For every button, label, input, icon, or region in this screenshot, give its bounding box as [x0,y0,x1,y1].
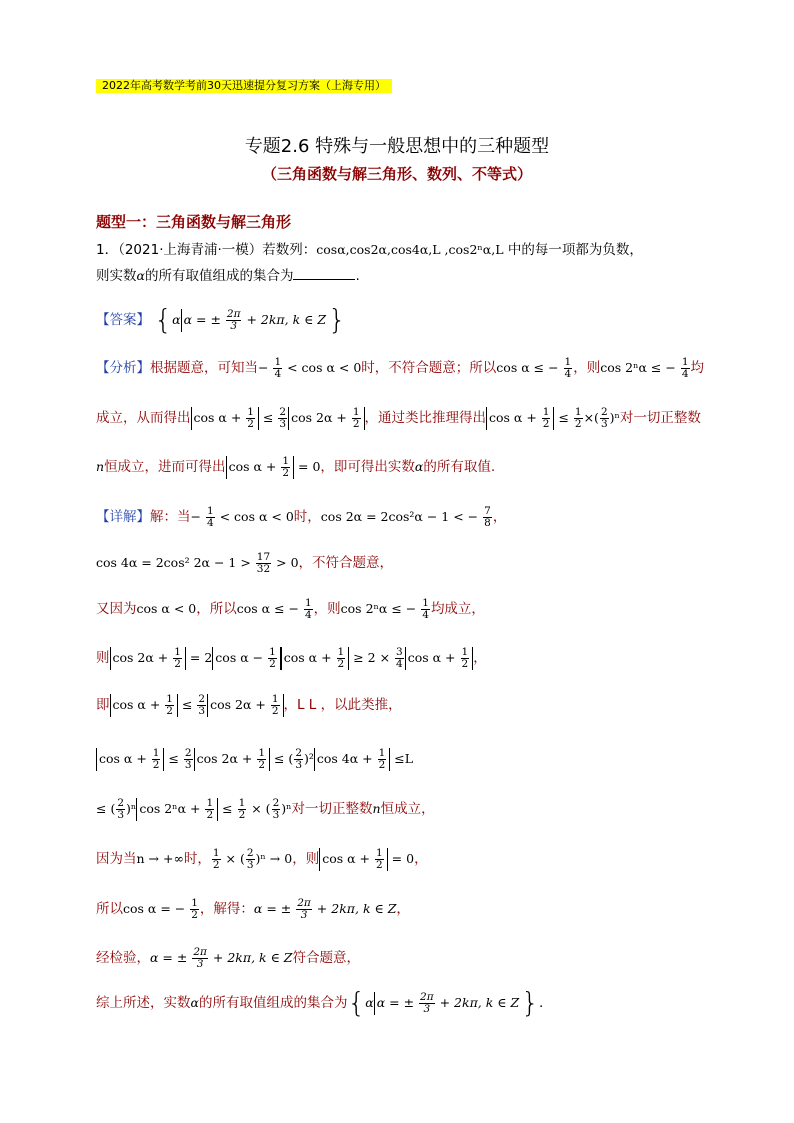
section-heading: 题型一：三角函数与解三角形 [96,213,292,231]
math-expr: cos α + $\frac{1}{2}$ ≤ $\frac{2}{3}$ cos 2α + $\frac{1}{2}$ [110,697,284,712]
math-expr: α = ± $\frac{2\pi}{3}$ + 2kπ, k ∈ Z [253,897,397,921]
detail-text: 恒成立， [380,801,435,817]
analysis-text: ，通过类比推理得出 [364,410,486,426]
detail-line-10 [96,947,360,970]
detail-line-7 [96,798,435,821]
math-expr: cos α ≤ − $\frac{1}{4}$ [496,356,572,380]
math-expr: − $\frac{1}{4}$ < cos α < 0 [258,356,362,380]
math-expr: cos α + $\frac{1}{2}$ ≤ $\frac{1}{2}$ ×( $\frac{2}{3}$ )ⁿ [486,410,620,425]
analysis-line-1 [96,357,704,380]
problem-sequence: cosα,cos2α,cos4α,L ,cos2ⁿα,L [316,242,504,257]
math-expr: cos 4α = 2cos² 2α − 1 > $\frac{17}{32}$ > 0 [96,551,299,575]
detail-line-6 [96,748,413,771]
math-var: α [136,268,145,283]
detail-text: ，则 [292,851,320,867]
math-expr: cos 2ⁿα ≤ − $\frac{1}{4}$ [340,597,429,621]
answer-line [96,303,346,336]
detail-text: 时， [183,851,211,867]
math-expr: ≤ ( $\frac{2}{3}$ )ⁿ cos 2ⁿα + $\frac{1}{2}$ ≤ $\frac{1}{2}$ × ( $\frac{2}{3}$ )ⁿ [96,797,292,821]
detail-text: 又因为 [96,601,137,617]
detail-text: 所以 [96,901,123,917]
header-banner: 2022年高考数学考前30天迅速提分复习方案（上海专用） [96,79,392,93]
analysis-text: ，即可得出实数 [320,459,415,475]
detail-text: 综上所述，实数 [96,995,191,1011]
detail-text: 解：当 [150,509,191,525]
answer-set: α α = ± $\frac{2\pi}{3}$ + 2kπ, k ∈ Z [172,308,327,332]
math-expr: cos 2ⁿα ≤ − $\frac{1}{4}$ [600,356,689,380]
analysis-tag: 【分析】 [96,360,150,376]
math-expr: − $\frac{1}{4}$ < cos α < 0 [190,505,294,529]
analysis-text: 根据题意，可知当 [150,360,258,376]
problem-line-2: 则实数α的所有取值组成的集合为 . [96,268,360,284]
detail-text: 则 [96,650,110,666]
math-expr: cos 2α + $\frac{1}{2}$ = 2 cos α − $\frac{1}{2}$ cos α + $\frac{1}{2}$ ≥ 2 × $\frac{3}{4}$ cos α + $\frac{1}{2}$ [110,650,474,665]
detail-text: 时， [293,509,321,525]
page-title: 专题2.6 特殊与一般思想中的三种题型 [244,136,550,157]
detail-text: 即 [96,697,110,713]
detail-text: ，L L ，以此类推， [283,697,402,713]
detail-line-8: 因为当n → +∞时， $\frac{1}{2}$ × ( $\frac{2}{3}$ )ⁿ → 0，则 cos α + $\frac{1}{2}$ = 0， [96,847,428,871]
detail-tag: 【详解】 [96,509,150,525]
page-subtitle: （三角函数与解三角形、数列、不等式） [261,165,532,183]
detail-text: ，不符合题意， [298,555,394,571]
answer-set: α α = ± $\frac{2\pi}{3}$ + 2kπ, k ∈ Z [365,991,520,1015]
math-expr: cos α < 0 [136,601,197,616]
problem-line-1 [96,240,643,260]
detail-text: 对一切正整数 [291,801,373,817]
detail-text: 经检验， [96,950,150,966]
detail-text: 的所有取值组成的集合为 [198,995,348,1011]
analysis-line-2 [96,407,701,430]
math-expr: n → +∞ [136,851,184,866]
math-expr: cos α ≤ − $\frac{1}{4}$ [236,597,312,621]
answer-blank [293,267,355,280]
detail-text: 因为当 [96,851,137,867]
detail-text: 均成立， [430,601,485,617]
brace-right: } [328,303,346,336]
detail-line-2 [96,552,393,575]
problem-text: 的所有取值组成的集合为 [144,268,294,284]
detail-line-1: 【详解】解：当− $\frac{1}{4}$ < cos α < 0时，cos 2α = 2cos²α − 1 < − $\frac{7}{8}$ ， [96,505,507,529]
detail-text: ，所以 [196,601,237,617]
detail-text: ，解得： [199,901,254,917]
analysis-text: 时，不符合题意；所以 [361,360,497,376]
math-var: n [96,459,105,474]
brace-left: { [347,986,366,1019]
answer-tag: 【答案】 [96,312,150,328]
problem-source: 1．（2021·上海青浦·一模）若数列： [96,242,317,258]
detail-line-9: 所以cos α = − $\frac{1}{2}$ ，解得：α = ± $\frac{2\pi}{3}$ + 2kπ, k ∈ Z， [96,897,410,921]
analysis-line-3 [96,456,495,479]
problem-text: 则实数 [96,268,137,284]
analysis-text: 均 [690,360,704,376]
math-expr: $\frac{1}{2}$ × ( $\frac{2}{3}$ )ⁿ → 0 [212,847,293,871]
detail-text: 符合题意， [292,950,360,966]
analysis-text: 成立，从而得出 [96,410,191,426]
analysis-text: 的所有取值. [423,459,496,475]
analysis-text: 对一切正整数 [619,410,701,426]
math-expr: cos α = − $\frac{1}{2}$ [123,897,198,921]
analysis-text: ，则 [573,360,601,376]
math-var: α [190,995,199,1010]
math-var: n [372,801,381,816]
brace-left: { [154,303,173,336]
math-var: α [414,459,424,474]
math-expr: cos α + $\frac{1}{2}$ = 0 [319,851,414,866]
math-expr: cos 2α = 2cos²α − 1 < − $\frac{7}{8}$ [320,505,491,529]
analysis-text: 恒成立，进而可得出 [104,459,226,475]
detail-line-3 [96,598,485,621]
math-expr: cos α + $\frac{1}{2}$ = 0 [226,459,321,474]
math-expr: α = ± $\frac{2\pi}{3}$ + 2kπ, k ∈ Z [150,946,293,970]
detail-line-5 [96,694,402,717]
detail-line-11: 综上所述，实数α的所有取值组成的集合为{α α = ± $\frac{2\pi}{3}$ + 2kπ, k ∈ Z}. [96,986,544,1019]
math-expr: cos α + $\frac{1}{2}$ ≤ $\frac{2}{3}$ cos 2α + $\frac{1}{2}$ ≤ ( $\frac{2}{3}$ )² cos 4α + $\frac{1}{2}$ ≤L [96,751,413,766]
problem-text: 中的每一项都为负数， [503,242,643,258]
math-expr: cos α + $\frac{1}{2}$ ≤ $\frac{2}{3}$ cos 2α + $\frac{1}{2}$ [191,410,365,425]
detail-line-4: 则 cos 2α + $\frac{1}{2}$ = 2 cos α − $\frac{1}{2}$ cos α + $\frac{1}{2}$ ≥ 2 × $\frac{3}{4}$ cos α + $\frac{1}{2}$ ， [96,646,487,670]
brace-right: } [521,986,540,1019]
detail-text: ，则 [313,601,341,617]
